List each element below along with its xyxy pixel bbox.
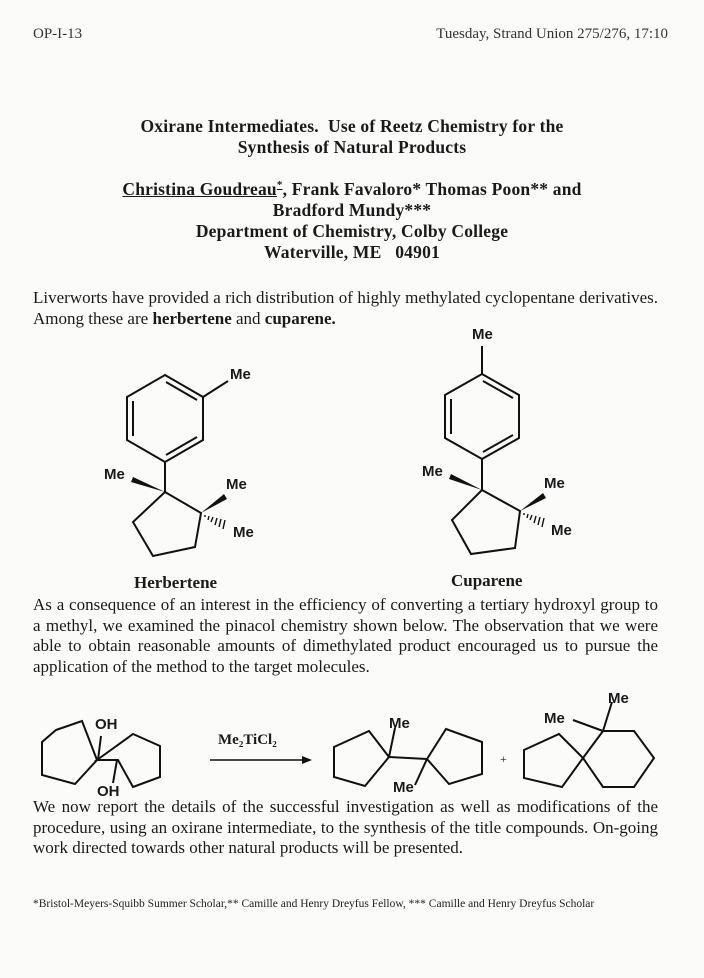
herbertene-cyclopentane xyxy=(131,477,227,556)
product-1-me-label: Me xyxy=(393,779,414,796)
herbertene-hash xyxy=(205,515,225,529)
cuparene-me-label: Me xyxy=(422,463,443,480)
cuparene-me-label: Me xyxy=(472,326,493,343)
product-1-structure xyxy=(334,728,482,786)
reaction-arrow xyxy=(210,756,312,764)
herbertene-name: Herbertene xyxy=(134,573,218,592)
herbertene-benzene-ring xyxy=(127,375,228,492)
herbertene-me-label: Me xyxy=(230,366,251,383)
body-paragraph-2: We now report the details of the successful investigation as well as modifications of the procedure, using an oxirane intermediate, to the synthesis of the title compounds. On-going work directed towards other natural products will be presented. xyxy=(33,797,658,857)
authors-line-1: , Frank Favaloro* Thomas Poon** and xyxy=(282,178,582,199)
body-paragraph-1: As a consequence of an interest in the efficiency of converting a tertiary hydroxyl group to a methyl, we examined the pinacol chemistry shown below. The observation that we were able to obtain reasonable amounts of dimethylated product encouraged us to pursue the application of the method to the target molecules. xyxy=(33,595,658,676)
herbertene-mention: herbertene xyxy=(152,308,232,328)
session-code: OP-I-13 xyxy=(33,26,83,42)
cuparene-me-label: Me xyxy=(551,522,572,539)
address: Waterville, ME 04901 xyxy=(264,241,440,262)
herbertene-me-label: Me xyxy=(233,524,254,541)
footnote: *Bristol-Meyers-Squibb Summer Scholar,** Camille and Henry Dreyfus Fellow, *** Camille and Henry Dreyfus Scholar xyxy=(33,898,595,910)
product-2-me-label: Me xyxy=(608,690,629,707)
cuparene-name: Cuparene xyxy=(451,571,523,590)
herbertene-me-label: Me xyxy=(104,466,125,483)
session-info: Tuesday, Strand Union 275/276, 17:10 xyxy=(436,26,668,42)
herbertene-me-bond xyxy=(203,381,228,397)
intro-text: Liverworts have provided a rich distribution of highly methylated cyclopentane derivatives. Among these are xyxy=(33,288,658,328)
title-line-2: Synthesis of Natural Products xyxy=(237,137,467,157)
herbertene-wedge-1 xyxy=(131,477,165,492)
reagent-label: Me₂TiCl₂ xyxy=(218,732,277,748)
plus-sign: + xyxy=(500,752,507,766)
reactant-oh-label: OH xyxy=(95,716,118,733)
product-1-me-label: Me xyxy=(389,715,410,732)
herbertene-me-label: Me xyxy=(226,476,247,493)
cuparene-mention: cuparene. xyxy=(264,308,336,328)
cuparene-benzene-ring xyxy=(445,346,519,490)
author-mark: * xyxy=(276,179,283,191)
authors-line-2: Bradford Mundy*** xyxy=(272,199,432,220)
product-2-me-label: Me xyxy=(544,710,565,727)
cuparene-me-label: Me xyxy=(544,475,565,492)
department: Department of Chemistry, Colby College xyxy=(195,220,509,241)
title-line-1: Oxirane Intermediates. Use of Reetz Chemistry for the xyxy=(140,116,564,136)
intro-text-and: and xyxy=(231,308,265,328)
reactant-oh-label: OH xyxy=(97,783,120,800)
presenting-author: Christina Goudreau xyxy=(122,178,277,199)
cuparene-cyclopentane xyxy=(449,474,546,554)
herbertene-wedge-2 xyxy=(201,494,227,513)
